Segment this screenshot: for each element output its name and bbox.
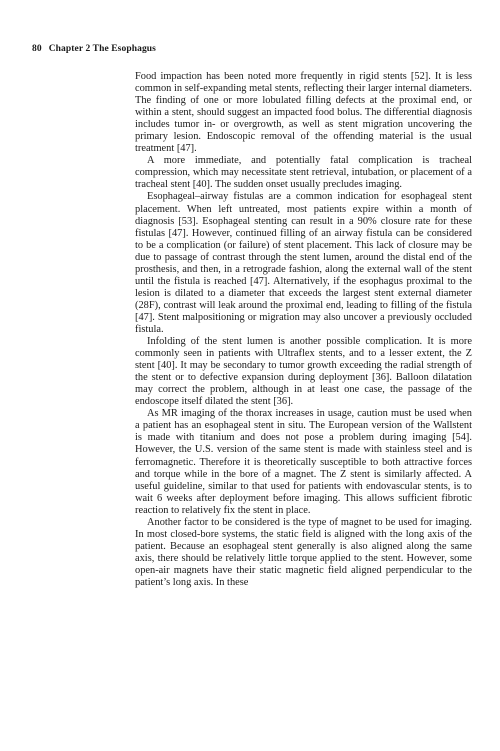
paragraph-food-impaction: Food impaction has been noted more frequently in rigid stents [52]. It is less common in self-expanding metal stents, reflecting their larger internal diameters. The finding of one or more lobulated filling defects at the proximal end, or within a stent, should suggest an impacted food bolus. The differential diagnosis includes tumor in- or overgrowth, as well as stent migration uncovering the primary lesion. Endoscopic removal of the offending material is the usual treatment [47]. [135, 71, 472, 155]
paragraph-fistulas: Esophageal–airway fistulas are a common indication for esophageal stent placement. When left untreated, most patients expire within a month of diagnosis [53]. Esophageal stenting can result in a 90% closure rate for these fistulas [47]. However, continued filling of an airway fistula can be considered to be a complication (or failure) of stent placement. This lack of closure may be due to passage of contrast through the stent lumen, around the distal end of the prosthesis, and then, in a retrograde fashion, along the external wall of the stent until the fistula is reached [47]. Alternatively, if the esophagus proximal to the lesion is dilated to a diameter that exceeds the largest stent external diameter (28F), contrast will leak around the proximal end, leading to filling of the fistula [47]. Stent malpositioning or migration may also uncover a previously occluded fistula. [135, 191, 472, 335]
paragraph-infolding: Infolding of the stent lumen is another possible complication. It is more commonly seen in patients with Ultraflex stents, and to a lesser extent, the Z stent [40]. It may be secondary to tumor growth exceeding the radial strength of the stent or to defective expansion during deployment [36]. Balloon dilatation may correct the problem, although in at least one case, the passage of the endoscope itself dilated the stent [36]. [135, 336, 472, 408]
body-text [135, 71, 472, 589]
paragraph-magnet-type: Another factor to be considered is the type of magnet to be used for imaging. In most closed-bore systems, the static field is aligned with the long axis of the patient. Because an esophageal stent generally is also aligned along the same axis, there should be relatively little torque applied to the stent. However, some open-air magnets have their static magnetic field aligned perpendicular to the patient’s long axis. In these [135, 516, 472, 588]
paragraph-tracheal-compression: A more immediate, and potentially fatal complication is tracheal compression, which may necessitate stent retrieval, intubation, or placement of a tracheal stent [40]. The sudden onset usually precludes imaging. [135, 155, 472, 191]
page-number: 80 [32, 44, 42, 54]
paragraph-mr-imaging: As MR imaging of the thorax increases in usage, caution must be used when a patient has an esophageal stent in situ. The European version of the Wallstent is made with titanium and does not pose a problem during imaging [54]. However, the U.S. version of the same stent is made with stainless steel and is ferromagnetic. Therefore it is theoretically susceptible to both attractive forces and torque while in the bore of a magnet. The Z stent is similarly affected. A useful guideline, similar to that used for patients with endovascular stents, is to wait 6 weeks after deployment before imaging. This allows sufficient fibrotic reaction to relatively fix the stent in place. [135, 408, 472, 516]
chapter-title: Chapter 2 The Esophagus [48, 44, 156, 54]
running-head [32, 44, 156, 54]
